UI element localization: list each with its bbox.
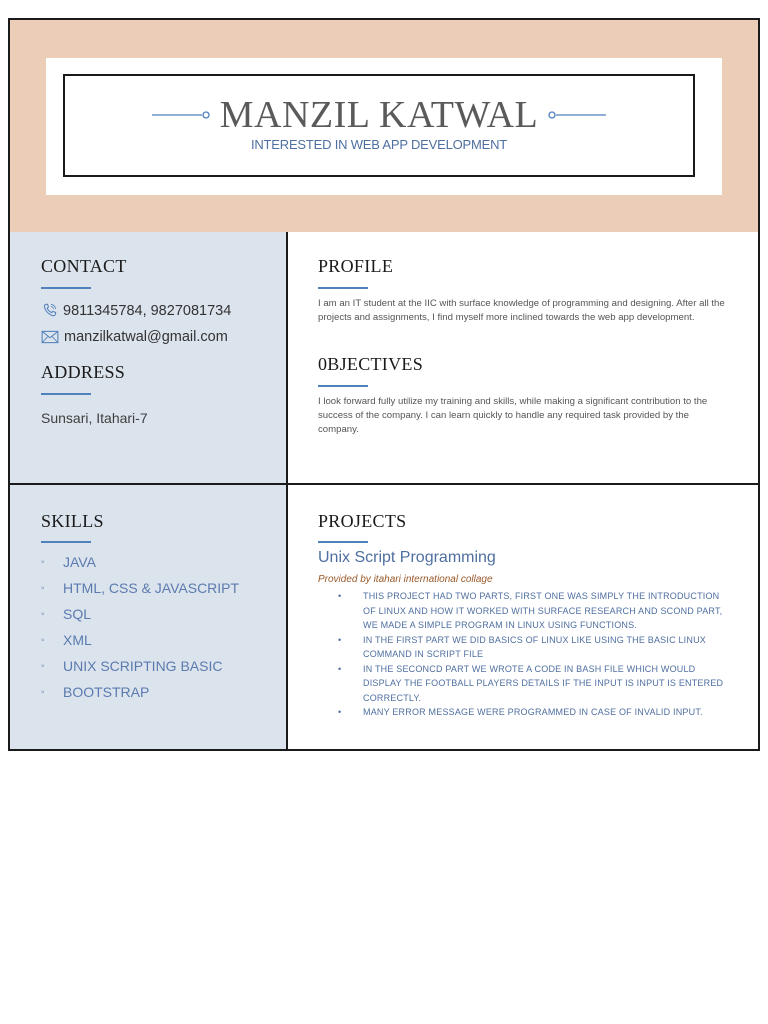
list-item: ◦ XML <box>41 632 92 648</box>
address-rule <box>41 393 91 395</box>
address-value: Sunsari, Itahari-7 <box>41 410 148 426</box>
bullet-icon: • <box>338 591 342 601</box>
bullet-icon: • <box>338 707 342 717</box>
skills-rule <box>41 541 91 543</box>
resume-header <box>10 20 758 234</box>
resume-page <box>8 18 760 751</box>
contact-rule <box>41 287 91 289</box>
skills-column <box>10 485 288 749</box>
bullet-icon: ◦ <box>41 660 45 672</box>
name-row <box>65 96 693 134</box>
project-bullets <box>338 589 733 720</box>
list-item: • IN THE SECONCD PART WE WROTE A CODE IN BASH FILE WHICH WOULD DISPLAY THE FOOTBALL PLAYERS DETAILS IF THE INPUT IS INPUT IS ENTERED CORRECTLY. <box>338 663 724 703</box>
bullet-icon: • <box>338 663 342 674</box>
tagline: INTERESTED IN WEB APP DEVELOPMENT <box>250 137 508 152</box>
bullet-icon: ◦ <box>41 686 45 698</box>
phone-number: 9811345784, 9827081734 <box>63 302 232 319</box>
objectives-rule <box>318 385 368 387</box>
row-skills-projects <box>10 485 758 749</box>
list-item: ◦ HTML, CSS & JAVASCRIPT <box>41 580 240 596</box>
row-contact-profile <box>10 232 758 485</box>
left-ornament-icon <box>152 110 212 120</box>
bullet-icon: • <box>338 634 342 645</box>
list-item: ◦ BOOTSTRAP <box>41 684 150 700</box>
bullet-icon: ◦ <box>41 582 45 594</box>
bullet-icon: ◦ <box>41 556 45 568</box>
email-line[interactable] <box>41 329 228 345</box>
profile-heading: PROFILE <box>318 256 394 276</box>
profile-column <box>288 232 758 483</box>
right-ornament-icon <box>546 110 606 120</box>
header-panel <box>46 58 722 195</box>
address-heading: ADDRESS <box>41 362 126 382</box>
phone-line <box>41 302 231 319</box>
phone-icon <box>41 302 58 319</box>
header-frame <box>63 74 695 177</box>
projects-column <box>288 485 758 749</box>
objectives-heading: 0BJECTIVES <box>318 354 424 374</box>
profile-text: I am an IT student at the IIC with surface knowledge of programming and designing. After all the projects and assignments, I find myself more inclined towards the web app development. <box>318 298 725 323</box>
contact-column <box>10 232 288 483</box>
contact-heading: CONTACT <box>41 256 127 276</box>
projects-heading: PROJECTS <box>318 511 407 531</box>
project-title: Unix Script Programming <box>318 549 496 566</box>
candidate-name: MANZIL KATWAL <box>219 94 539 136</box>
list-item: ◦ UNIX SCRIPTING BASIC <box>41 658 223 674</box>
projects-rule <box>318 541 368 543</box>
list-item: ◦ JAVA <box>41 554 96 570</box>
project-provider: Provided by itahari international collage <box>318 574 493 585</box>
list-item: • MANY ERROR MESSAGE WERE PROGRAMMED IN CASE OF INVALID INPUT. <box>338 705 733 720</box>
list-item: ◦ SQL <box>41 606 92 622</box>
bullet-icon: ◦ <box>41 634 45 646</box>
list-item: • THIS PROJECT HAD TWO PARTS, FIRST ONE WAS SIMPLY THE INTRODUCTION OF LINUX AND HOW IT WORKED WITH SURFACE RESEARCH AND SCOND PART, WE MADE A SIMPLE PROGRAM IN LINUX USING FUNCTIONS. <box>338 591 723 630</box>
objectives-text: I look forward fully utilize my training and skills, while making a significant contribution to the success of the company. I can learn quickly to handle any required task provided by the company. <box>318 396 708 435</box>
list-item: • IN THE FIRST PART WE DID BASICS OF LINUX LIKE USING THE BASIC LINUX COMMAND IN SCRIPT FILE <box>338 634 706 659</box>
skills-list <box>41 549 239 705</box>
bullet-icon: ◦ <box>41 608 45 620</box>
profile-rule <box>318 287 368 289</box>
skills-heading: SKILLS <box>41 511 104 531</box>
email-address[interactable]: manzilkatwal@gmail.com <box>64 329 228 345</box>
envelope-icon <box>41 330 59 344</box>
